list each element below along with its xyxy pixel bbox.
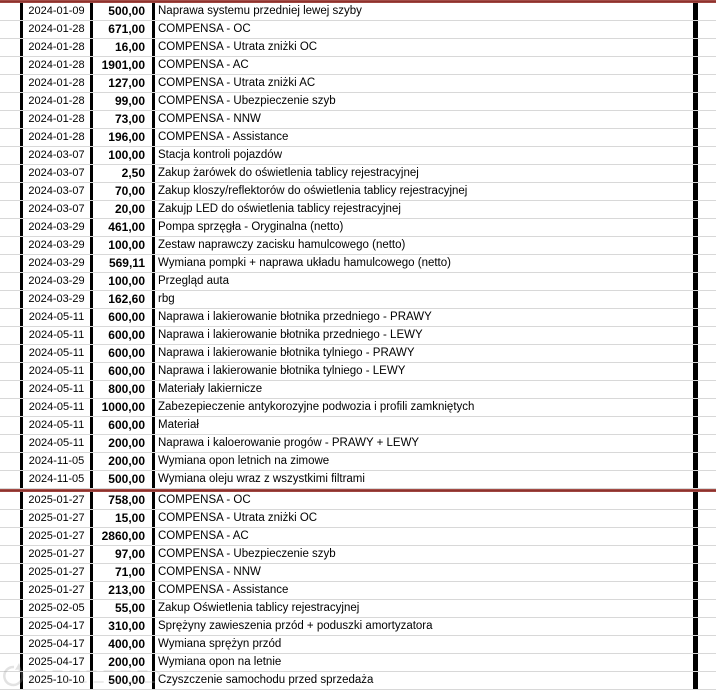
adjacent-cell-right[interactable] (698, 201, 716, 218)
adjacent-cell-left[interactable] (0, 345, 20, 362)
adjacent-cell-left[interactable] (0, 546, 20, 563)
adjacent-cell-right[interactable] (698, 564, 716, 581)
description-cell[interactable]: COMPENSA - OC (158, 494, 251, 506)
date-cell[interactable]: 2025-01-27 (28, 548, 85, 560)
description-cell[interactable]: Czyszczenie samochodu przed sprzedaża (158, 674, 374, 686)
date-cell[interactable]: 2025-01-27 (28, 512, 85, 524)
table-row (0, 21, 716, 39)
adjacent-cell-right[interactable] (698, 291, 716, 308)
date-cell[interactable]: 2024-03-29 (28, 239, 85, 251)
amount-cell[interactable]: 55,00 (114, 601, 145, 615)
date-cell[interactable]: 2024-05-11 (28, 401, 85, 413)
date-cell[interactable]: 2025-02-05 (28, 602, 85, 614)
date-cell[interactable]: 2024-03-07 (28, 185, 85, 197)
adjacent-cell-right[interactable] (698, 672, 716, 689)
date-cell[interactable]: 2024-05-11 (28, 365, 85, 377)
description-cell[interactable]: Wymiana opon letnich na zimowe (158, 455, 330, 467)
table-row (0, 111, 716, 129)
date-cell[interactable]: 2024-05-11 (28, 383, 85, 395)
description-cell[interactable]: Stacja kontroli pojazdów (158, 149, 283, 161)
description-cell[interactable]: COMPENSA - NNW (158, 113, 261, 125)
adjacent-cell-right[interactable] (698, 345, 716, 362)
adjacent-cell-right[interactable] (698, 399, 716, 416)
description-cell[interactable]: Wymiana pompki + naprawa układu hamulcowego (netto) (158, 257, 451, 269)
adjacent-cell-right[interactable] (698, 75, 716, 92)
adjacent-cell-right[interactable] (698, 618, 716, 635)
date-cell[interactable]: 2024-01-09 (28, 5, 85, 17)
adjacent-cell-left[interactable] (0, 618, 20, 635)
description-cell[interactable]: Naprawa i kaloerowanie progów - PRAWY + LEWY (158, 437, 420, 449)
adjacent-cell-left[interactable] (0, 636, 20, 653)
date-cell[interactable]: 2024-03-07 (28, 167, 85, 179)
adjacent-cell-left[interactable] (0, 111, 20, 128)
adjacent-cell-right[interactable] (698, 3, 716, 20)
date-cell[interactable]: 2024-01-28 (28, 23, 85, 35)
date-cell[interactable]: 2024-05-11 (28, 311, 85, 323)
table-row (0, 273, 716, 291)
adjacent-cell-right[interactable] (698, 183, 716, 200)
adjacent-cell-right[interactable] (698, 129, 716, 146)
amount-cell[interactable]: 400,00 (108, 637, 145, 651)
table-row (0, 57, 716, 75)
description-cell[interactable]: COMPENSA - Ubezpieczenie szyb (158, 95, 336, 107)
adjacent-cell-right[interactable] (698, 93, 716, 110)
amount-cell[interactable]: 1901,00 (101, 58, 145, 72)
amount-cell[interactable]: 671,00 (108, 22, 145, 36)
adjacent-cell-left[interactable] (0, 273, 20, 290)
description-cell[interactable]: Pompa sprzęgła - Oryginalna (netto) (158, 221, 344, 233)
adjacent-cell-right[interactable] (698, 582, 716, 599)
amount-cell[interactable]: 213,00 (108, 583, 145, 597)
description-cell[interactable]: Naprawa i lakierowanie błotnika tylniego - LEWY (158, 365, 406, 377)
rows-section-2025 (0, 492, 716, 690)
table-row (0, 363, 716, 381)
amount-cell[interactable]: 500,00 (108, 673, 145, 687)
description-cell[interactable]: Zestaw naprawczy zacisku hamulcowego (netto) (158, 239, 406, 251)
adjacent-cell-left[interactable] (0, 57, 20, 74)
adjacent-cell-right[interactable] (698, 219, 716, 236)
table-row (0, 417, 716, 435)
description-cell[interactable]: Zabezepieczenie antykorozyjne podwozia i profili zamkniętych (158, 401, 475, 413)
adjacent-cell-left[interactable] (0, 219, 20, 236)
amount-cell[interactable]: 310,00 (108, 619, 145, 633)
table-row (0, 654, 716, 672)
description-cell[interactable]: Sprężyny zawieszenia przód + poduszki amortyzatora (158, 620, 433, 632)
adjacent-cell-left[interactable] (0, 471, 20, 488)
description-cell[interactable]: Wymiana opon na letnie (158, 656, 282, 668)
adjacent-cell-left[interactable] (0, 309, 20, 326)
adjacent-cell-right[interactable] (698, 381, 716, 398)
adjacent-cell-right[interactable] (698, 111, 716, 128)
adjacent-cell-left[interactable] (0, 492, 20, 509)
table-row (0, 147, 716, 165)
table-row (0, 399, 716, 417)
adjacent-cell-right[interactable] (698, 165, 716, 182)
adjacent-cell-right[interactable] (698, 654, 716, 671)
description-cell[interactable]: Naprawa i lakierowanie błotnika tylniego - PRAWY (158, 347, 415, 359)
date-cell[interactable]: 2024-03-29 (28, 293, 85, 305)
adjacent-cell-left[interactable] (0, 3, 20, 20)
adjacent-cell-right[interactable] (698, 309, 716, 326)
amount-cell[interactable]: 600,00 (108, 364, 145, 378)
description-cell[interactable]: COMPENSA - AC (158, 59, 249, 71)
adjacent-cell-right[interactable] (698, 363, 716, 380)
date-cell[interactable]: 2024-03-29 (28, 257, 85, 269)
adjacent-cell-right[interactable] (698, 21, 716, 38)
amount-cell[interactable]: 99,00 (114, 94, 145, 108)
amount-cell[interactable]: 20,00 (114, 202, 145, 216)
adjacent-cell-left[interactable] (0, 600, 20, 617)
adjacent-cell-left[interactable] (0, 417, 20, 434)
adjacent-cell-left[interactable] (0, 528, 20, 545)
table-row (0, 528, 716, 546)
table-row (0, 471, 716, 489)
table-row (0, 75, 716, 93)
date-cell[interactable]: 2025-01-27 (28, 530, 85, 542)
adjacent-cell-left[interactable] (0, 399, 20, 416)
description-cell[interactable]: COMPENSA - Assistance (158, 131, 289, 143)
adjacent-cell-left[interactable] (0, 75, 20, 92)
amount-cell[interactable]: 100,00 (108, 148, 145, 162)
date-cell[interactable]: 2024-01-28 (28, 95, 85, 107)
amount-cell[interactable]: 162,60 (108, 292, 145, 306)
date-cell[interactable]: 2025-01-27 (28, 584, 85, 596)
adjacent-cell-left[interactable] (0, 147, 20, 164)
date-cell[interactable]: 2024-01-28 (28, 41, 85, 53)
description-cell[interactable]: COMPENSA - NNW (158, 566, 261, 578)
adjacent-cell-left[interactable] (0, 381, 20, 398)
adjacent-cell-left[interactable] (0, 201, 20, 218)
amount-cell[interactable]: 70,00 (114, 184, 145, 198)
table-row (0, 165, 716, 183)
date-cell[interactable]: 2024-03-07 (28, 149, 85, 161)
table-row (0, 327, 716, 345)
amount-cell[interactable]: 2,50 (121, 166, 145, 180)
date-cell[interactable]: 2024-01-28 (28, 59, 85, 71)
description-cell[interactable]: Naprawa i lakierowanie błotnika przedniego - LEWY (158, 329, 423, 341)
date-cell[interactable]: 2024-03-29 (28, 275, 85, 287)
table-row (0, 618, 716, 636)
adjacent-cell-left[interactable] (0, 582, 20, 599)
amount-cell[interactable]: 758,00 (108, 493, 145, 507)
amount-cell[interactable]: 500,00 (108, 4, 145, 18)
amount-cell[interactable]: 200,00 (108, 655, 145, 669)
date-cell[interactable]: 2025-04-17 (28, 638, 85, 650)
description-cell[interactable]: Zakujp LED do oświetlenia tablicy rejestracyjnej (158, 203, 401, 215)
adjacent-cell-left[interactable] (0, 363, 20, 380)
adjacent-cell-left[interactable] (0, 327, 20, 344)
date-cell[interactable]: 2025-04-17 (28, 620, 85, 632)
description-cell[interactable]: Materiały lakiernicze (158, 383, 263, 395)
amount-cell[interactable]: 600,00 (108, 418, 145, 432)
adjacent-cell-left[interactable] (0, 165, 20, 182)
description-cell[interactable]: COMPENSA - Utrata zniżki OC (158, 512, 318, 524)
adjacent-cell-left[interactable] (0, 183, 20, 200)
rows-section-2024 (0, 3, 716, 489)
adjacent-cell-right[interactable] (698, 492, 716, 509)
description-cell[interactable]: Zakup Oświetlenia tablicy rejestracyjnej (158, 602, 360, 614)
description-cell[interactable]: Materiał (158, 419, 199, 431)
adjacent-cell-right[interactable] (698, 327, 716, 344)
table-row (0, 3, 716, 21)
amount-cell[interactable]: 196,00 (108, 130, 145, 144)
date-cell[interactable]: 2024-05-11 (28, 329, 85, 341)
adjacent-cell-right[interactable] (698, 510, 716, 527)
amount-cell[interactable]: 200,00 (108, 436, 145, 450)
description-cell[interactable]: COMPENSA - OC (158, 23, 251, 35)
date-cell[interactable]: 2024-05-11 (28, 437, 85, 449)
description-cell[interactable]: Zakup kloszy/reflektorów do oświetlenia tablicy rejestracyjnej (158, 185, 468, 197)
adjacent-cell-right[interactable] (698, 255, 716, 272)
adjacent-cell-left[interactable] (0, 93, 20, 110)
description-cell[interactable]: Naprawa systemu przedniej lewej szyby (158, 5, 362, 17)
table-row (0, 492, 716, 510)
amount-cell[interactable]: 100,00 (108, 238, 145, 252)
date-cell[interactable]: 2024-01-28 (28, 77, 85, 89)
amount-cell[interactable]: 2860,00 (101, 529, 145, 543)
amount-cell[interactable]: 500,00 (108, 472, 145, 486)
adjacent-cell-right[interactable] (698, 471, 716, 488)
date-cell[interactable]: 2025-04-17 (28, 656, 85, 668)
table-row (0, 582, 716, 600)
adjacent-cell-right[interactable] (698, 453, 716, 470)
date-cell[interactable]: 2025-01-27 (28, 494, 85, 506)
amount-cell[interactable]: 97,00 (114, 547, 145, 561)
amount-cell[interactable]: 127,00 (108, 76, 145, 90)
adjacent-cell-right[interactable] (698, 636, 716, 653)
table-row (0, 291, 716, 309)
table-row (0, 510, 716, 528)
adjacent-cell-right[interactable] (698, 237, 716, 254)
adjacent-cell-right[interactable] (698, 546, 716, 563)
amount-cell[interactable]: 100,00 (108, 274, 145, 288)
table-row (0, 546, 716, 564)
adjacent-cell-right[interactable] (698, 435, 716, 452)
adjacent-cell-left[interactable] (0, 510, 20, 527)
table-row (0, 381, 716, 399)
amount-cell[interactable]: 200,00 (108, 454, 145, 468)
amount-cell[interactable]: 73,00 (114, 112, 145, 126)
amount-cell[interactable]: 569,11 (108, 256, 145, 270)
table-row (0, 201, 716, 219)
date-cell[interactable]: 2024-01-28 (28, 113, 85, 125)
date-cell[interactable]: 2024-01-28 (28, 131, 85, 143)
amount-cell[interactable]: 461,00 (108, 220, 145, 234)
date-cell[interactable]: 2024-03-07 (28, 203, 85, 215)
amount-cell[interactable]: 71,00 (114, 565, 145, 579)
table-row (0, 129, 716, 147)
description-cell[interactable]: COMPENSA - AC (158, 530, 249, 542)
description-cell[interactable]: Naprawa i lakierowanie błotnika przedniego - PRAWY (158, 311, 432, 323)
amount-cell[interactable]: 1000,00 (101, 400, 145, 414)
table-row (0, 237, 716, 255)
description-cell[interactable]: Przegląd auta (158, 275, 229, 287)
description-cell[interactable]: Zakup żarówek do oświetlenia tablicy rejestracyjnej (158, 167, 419, 179)
amount-cell[interactable]: 600,00 (108, 328, 145, 342)
table-row (0, 672, 716, 690)
table-row (0, 564, 716, 582)
date-cell[interactable]: 2024-05-11 (28, 419, 85, 431)
description-cell[interactable]: COMPENSA - Ubezpieczenie szyb (158, 548, 336, 560)
table-row (0, 255, 716, 273)
table-row (0, 435, 716, 453)
adjacent-cell-left[interactable] (0, 39, 20, 56)
date-cell[interactable]: 2024-11-05 (28, 455, 85, 467)
description-cell[interactable]: Wymiana oleju wraz z wszystkimi filtrami (158, 473, 365, 485)
date-cell[interactable]: 2024-05-11 (28, 347, 85, 359)
amount-cell[interactable]: 800,00 (108, 382, 145, 396)
amount-cell[interactable]: 15,00 (114, 511, 145, 525)
table-row (0, 39, 716, 57)
adjacent-cell-right[interactable] (698, 147, 716, 164)
table-row (0, 453, 716, 471)
date-cell[interactable]: 2024-03-29 (28, 221, 85, 233)
adjacent-cell-left[interactable] (0, 129, 20, 146)
description-cell[interactable]: COMPENSA - Assistance (158, 584, 289, 596)
adjacent-cell-right[interactable] (698, 273, 716, 290)
amount-cell[interactable]: 600,00 (108, 310, 145, 324)
adjacent-cell-right[interactable] (698, 57, 716, 74)
adjacent-cell-left[interactable] (0, 654, 20, 671)
adjacent-cell-right[interactable] (698, 600, 716, 617)
amount-cell[interactable]: 16,00 (114, 40, 145, 54)
adjacent-cell-right[interactable] (698, 417, 716, 434)
table-row (0, 219, 716, 237)
table-row (0, 636, 716, 654)
adjacent-cell-right[interactable] (698, 528, 716, 545)
adjacent-cell-left[interactable] (0, 453, 20, 470)
adjacent-cell-left[interactable] (0, 21, 20, 38)
description-cell[interactable]: rbg (158, 293, 175, 305)
table-row (0, 600, 716, 618)
adjacent-cell-left[interactable] (0, 255, 20, 272)
adjacent-cell-left[interactable] (0, 435, 20, 452)
table-row (0, 183, 716, 201)
table-row (0, 93, 716, 111)
adjacent-cell-right[interactable] (698, 39, 716, 56)
table-row (0, 345, 716, 363)
date-cell[interactable]: 2025-10-10 (28, 674, 85, 686)
date-cell[interactable]: 2024-11-05 (28, 473, 85, 485)
description-cell[interactable]: Wymiana sprężyn przód (158, 638, 282, 650)
amount-cell[interactable]: 600,00 (108, 346, 145, 360)
adjacent-cell-left[interactable] (0, 291, 20, 308)
adjacent-cell-left[interactable] (0, 672, 20, 689)
description-cell[interactable]: COMPENSA - Utrata zniżki OC (158, 41, 318, 53)
table-row (0, 309, 716, 327)
description-cell[interactable]: COMPENSA - Utrata zniżki AC (158, 77, 316, 89)
date-cell[interactable]: 2025-01-27 (28, 566, 85, 578)
adjacent-cell-left[interactable] (0, 237, 20, 254)
adjacent-cell-left[interactable] (0, 564, 20, 581)
